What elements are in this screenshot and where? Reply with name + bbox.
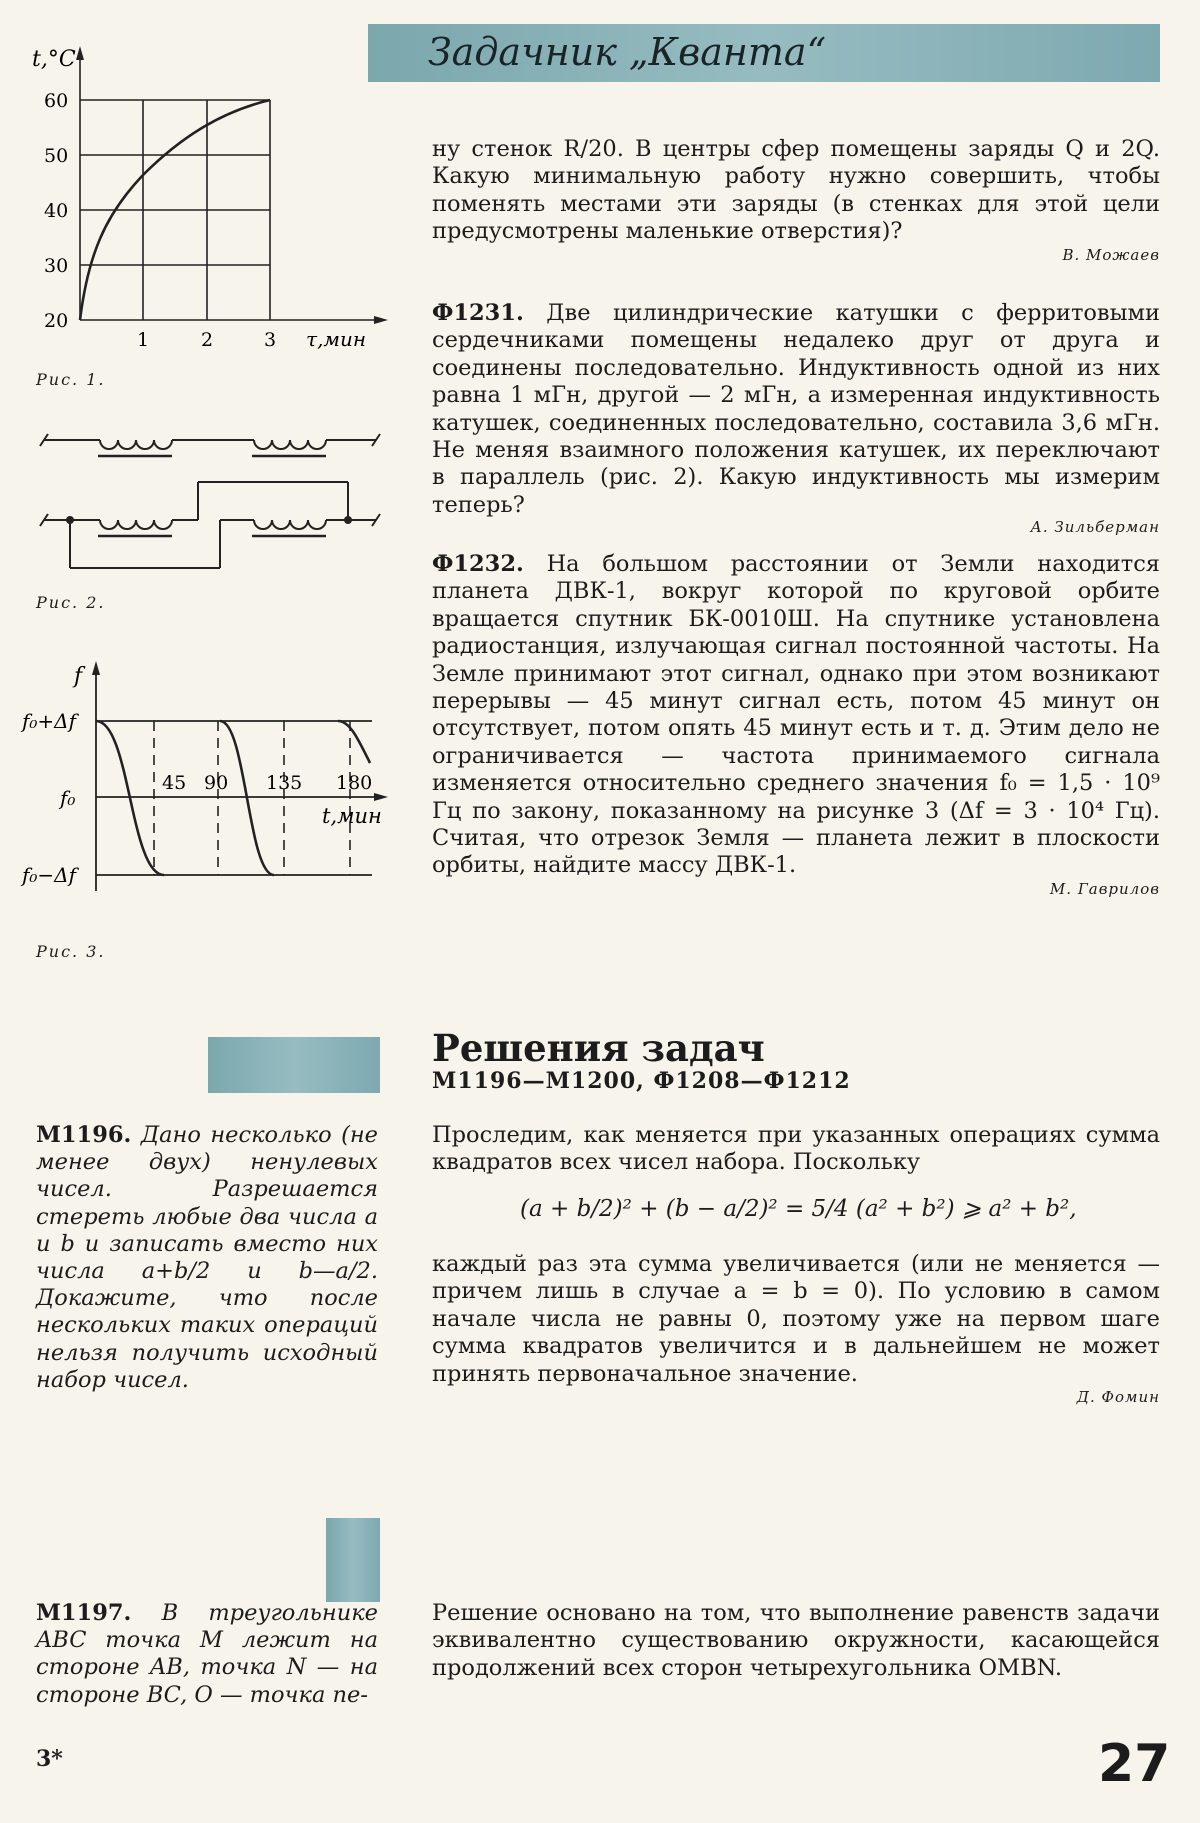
side-problem-text: В треугольнике ABC точка M лежит на стороне AB, точка N — на стороне BC, O — точка пе- (36, 1600, 378, 1708)
author-mozhaev: В. Можаев (1062, 246, 1160, 264)
fig1-x-axis-label: τ,мин (306, 327, 367, 350)
fig3-y-level: f₀+Δf (22, 709, 77, 733)
figure-2-circuit (30, 410, 390, 580)
side-m1197 (36, 1600, 378, 1709)
problem-text: Две цилиндрические катушки с ферритовыми сердечниками помещены недалеко друг от друга и соединены последовательно. Индуктивность одной из них равна 1 мГн, другой — 2 мГн, а измеренная индуктивность катушек, соединенных последовательно, составила 3,6 мГн. Не меняя взаимного положения катушек, их переключают в параллель (рис. 2). Какую индуктивность мы измерим теперь? (432, 300, 1161, 518)
side-problem-number: М1196. (36, 1122, 132, 1148)
banner-title: Задачник „Кванта“ (428, 30, 826, 74)
solution-formula: (a + b/2)² + (b − a/2)² = 5/4 (a² + b²) ⩾ a² + b², (520, 1196, 1077, 1222)
fig3-y-axis-label: f (74, 664, 83, 689)
solution-text: Проследим, как меняется при указанных операциях сумма квадратов всех чисел набора. Поскольку (432, 1122, 1160, 1176)
fig1-x-tick: 2 (201, 329, 214, 350)
solutions-subheading: М1196—М1200, Ф1208—Ф1212 (432, 1068, 851, 1094)
author-gavrilov: М. Гаврилов (1049, 880, 1160, 898)
fig3-x-tick: 90 (204, 772, 229, 794)
fig1-y-tick: 30 (44, 255, 69, 277)
figure-1-caption: Рис. 1. (36, 370, 106, 389)
fig3-x-axis-label: t,мин (322, 804, 382, 828)
side-m1196 (36, 1122, 378, 1394)
fig3-x-tick: 45 (162, 772, 187, 794)
fig1-y-tick: 60 (44, 90, 69, 112)
header-banner (368, 24, 1160, 82)
figure-3-caption: Рис. 3. (36, 942, 106, 961)
author-zilberman: А. Зильберман (1030, 518, 1160, 536)
solutions-heading: Решения задач (432, 1026, 765, 1070)
fig1-y-tick: 20 (44, 310, 69, 332)
problem-number: Ф1232. (432, 551, 524, 577)
fig3-x-tick: 180 (336, 772, 373, 794)
problem-f1232 (432, 551, 1160, 880)
solution-m1197 (432, 1600, 1160, 1682)
problem-continuation (432, 136, 1160, 246)
fig3-x-tick: 135 (266, 772, 303, 794)
page-number: 27 (1098, 1734, 1171, 1794)
solution-m1196-body (432, 1251, 1160, 1388)
figure-3-graph (20, 655, 400, 905)
solutions-marker-block (208, 1037, 380, 1093)
fig3-y-level: f₀ (60, 786, 76, 810)
problem-text: На большом расстоянии от Земли находится планета ДВК-1, вокруг которой по круговой орбите вращается спутник БК-0010Ш. На спутнике установлена радиостанция, излучающая сигнал постоянной частоты. На Земле принимают этот сигнал, однако при этом возникают перерывы — 45 минут сигнал есть, потом 45 минут он отсутствует, потом опять 45 минут есть и т. д. Этим дело не ограничивается — частота принимаемого сигнала изменяется относительно среднего значения f₀ = 1,5 · 10⁹ Гц по закону, показанному на рисунке 3 (Δf = 3 · 10⁴ Гц). Считая, что отрезок Земля — планета лежит в плоскости орбиты, найдите массу ДВК-1. (432, 551, 1160, 879)
figure-2-caption: Рис. 2. (36, 593, 106, 612)
solution-text: каждый раз эта сумма увеличивается (или не меняется — причем лишь в случае a = b = 0). По условию в самом начале числа не равны 0, поэтому уже на первом шаге сумма квадратов увеличится и в дальнейшем не может принять первоначальное значение. (432, 1251, 1160, 1387)
side-problem-text: Дано несколько (не менее двух) ненулевых чисел. Разрешается стереть любые два числа a и b и записать вместо них числа a+b/2 и b—a/2. Докажите, что после нескольких таких операций нельзя получить исходный набор чисел. (36, 1122, 378, 1393)
solution-m1196-intro (432, 1122, 1160, 1177)
problem-f1231 (432, 300, 1160, 519)
fig1-x-tick: 1 (137, 329, 150, 350)
fig1-y-axis-label: t,°C (32, 47, 76, 72)
side-problem-number: М1197. (36, 1600, 132, 1626)
m1197-marker-block (326, 1518, 380, 1602)
figure-1-graph (30, 40, 390, 350)
fig1-y-tick: 50 (44, 145, 69, 167)
continuation-text: ну стенок R/20. В центры сфер помещены заряды Q и 2Q. Какую минимальную работу нужно совершить, чтобы поменять местами эти заряды (в стенках для этой цели предусмотрены маленькие отверстия)? (432, 136, 1160, 245)
fig3-y-level: f₀−Δf (22, 863, 77, 887)
fig1-x-tick: 3 (264, 329, 277, 350)
author-fomin: Д. Фомин (1076, 1388, 1160, 1406)
fig1-y-tick: 40 (44, 200, 69, 222)
signature-mark: 3* (36, 1746, 63, 1772)
problem-number: Ф1231. (432, 300, 524, 326)
solution-text: Решение основано на том, что выполнение равенств задачи эквивалентно существованию окружности, касающейся продолжений всех сторон четырехугольника OMBN. (432, 1600, 1160, 1681)
